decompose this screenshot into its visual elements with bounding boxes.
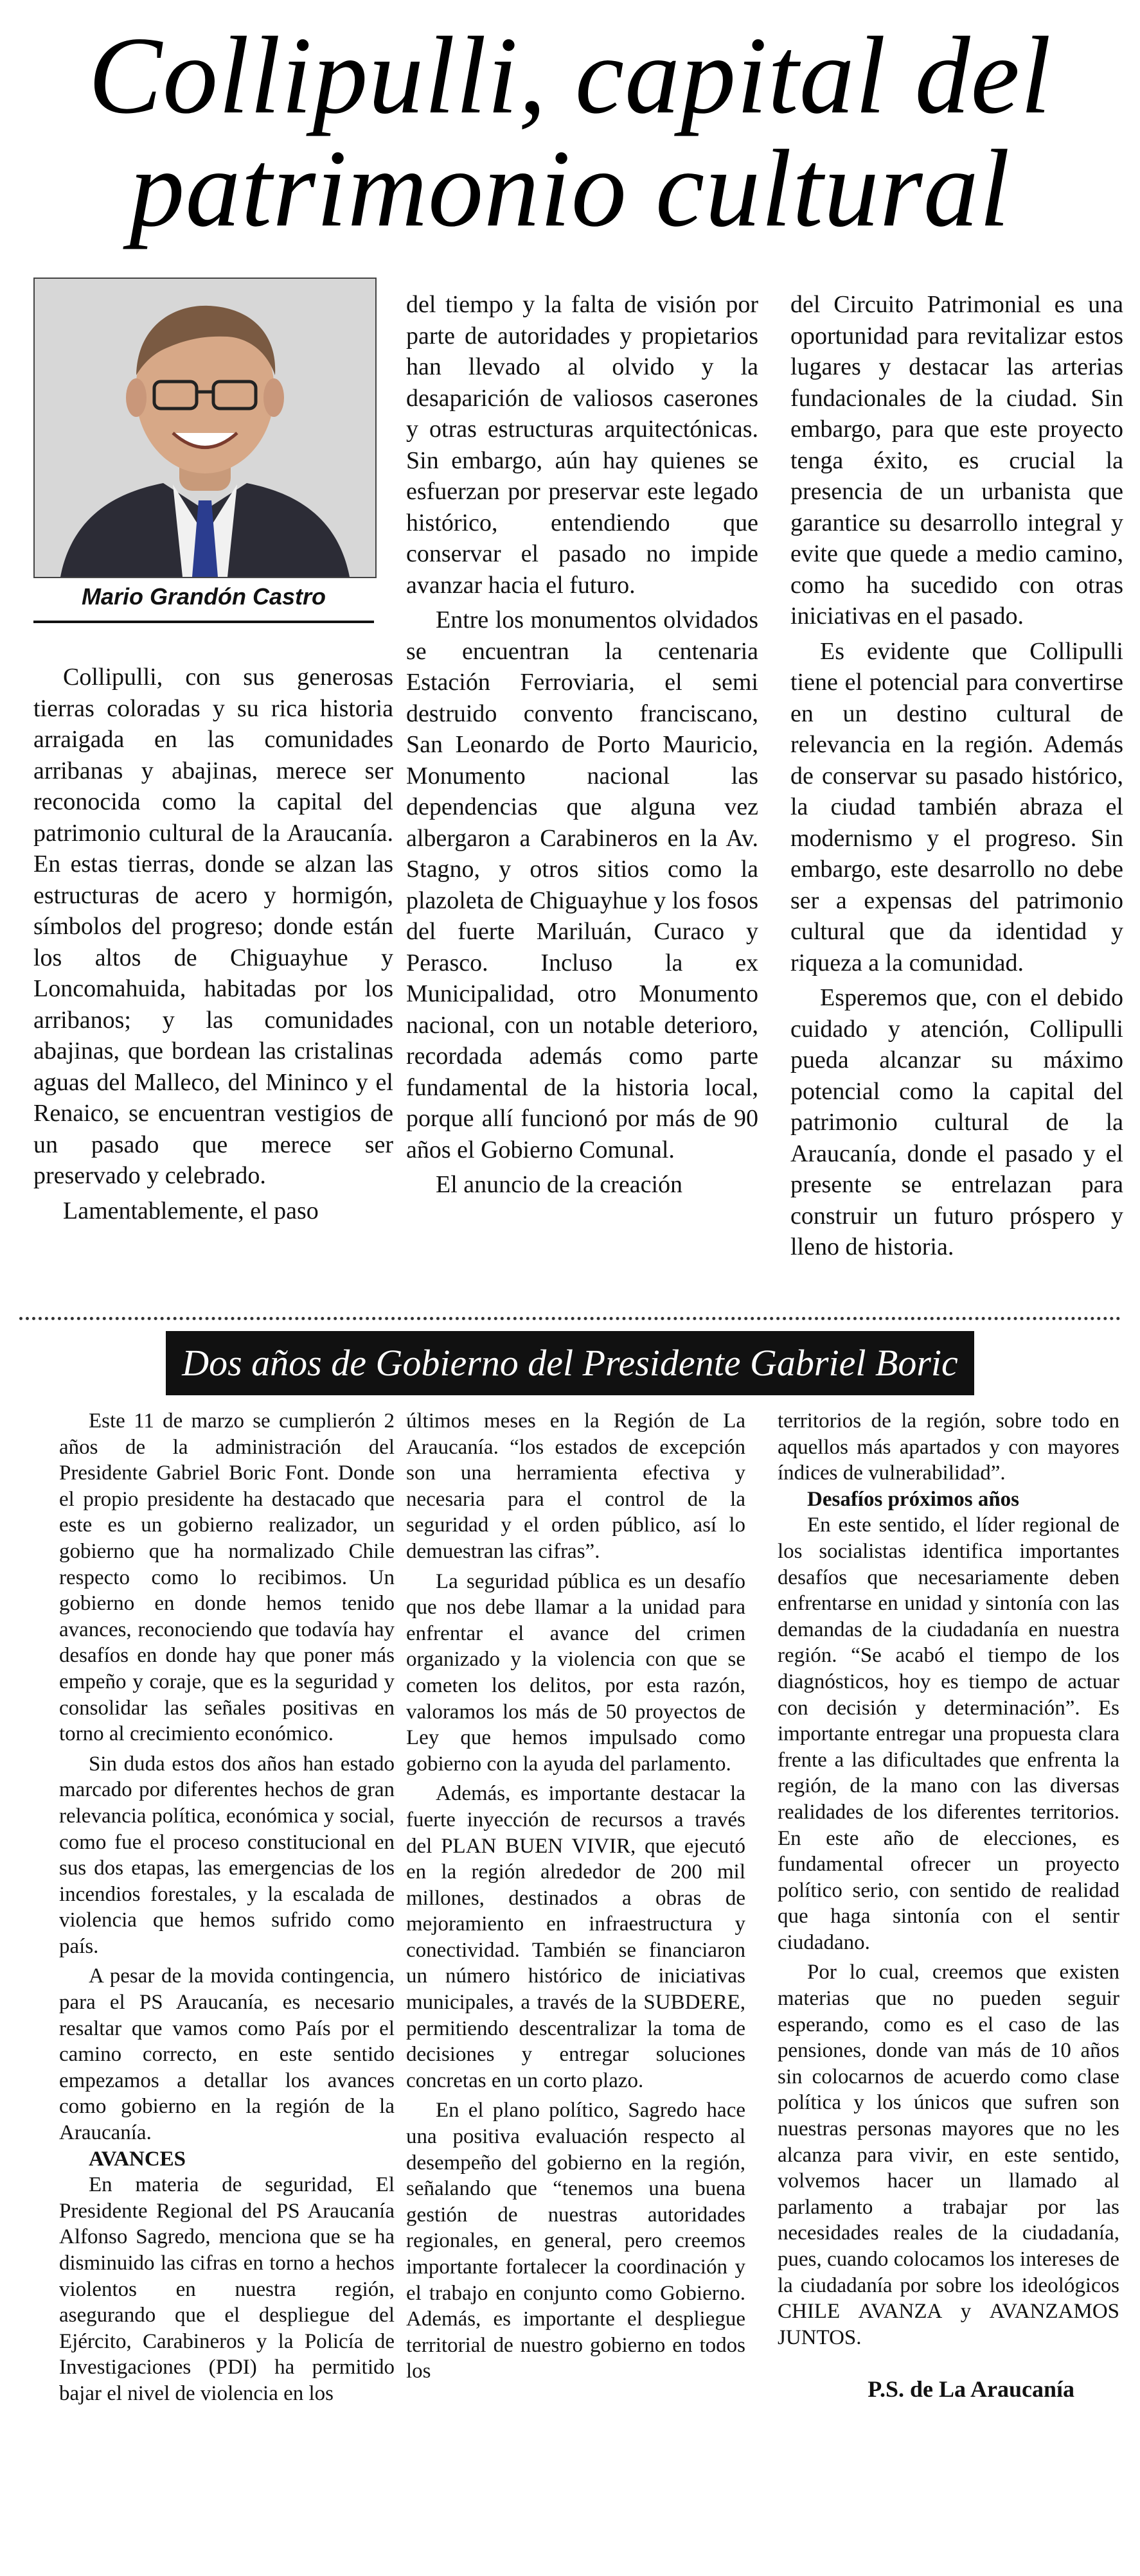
- paragraph: Es evidente que Collipulli tiene el potencial para convertirse en un destino cultural de relevancia en la región. Además de conservar su pasado histórico, la ciudad también abraza el modernismo y el progreso. Sin embargo, este desarrollo no debe ser a expensas del patrimonio cultural que da identidad y riqueza a la comunidad.: [790, 637, 1123, 976]
- portrait-image: [35, 279, 375, 577]
- headline-line-1: Collipulli, capital del: [88, 15, 1052, 137]
- paragraph: Este 11 de marzo se cumplierón 2 años de la administración del Presidente Gabriel Boric Font. Donde el propio presidente ha destacado que este es un gobierno realizador, un gobierno que ha normalizado Chile respecto como lo recibimos. Un gobierno en donde hemos tenido avances, reconociendo que todavía hay desafíos en donde hay que poner más empeño y coraje, que es la seguridad y consolidar las señales positivas en torno al crecimiento económico.: [59, 1409, 395, 1746]
- author-photo: [33, 278, 377, 578]
- paragraph: Lamentablemente, el paso: [63, 1197, 319, 1224]
- subheading-avances: AVANCES: [89, 2147, 186, 2171]
- paragraph: últimos meses en la Región de La Araucanía. “los estados de excepción son una herramienta efectiva y necesaria para el control de la seguridad y el orden público, así lo demuestran las cifras”.: [406, 1409, 745, 1563]
- paragraph: del tiempo y la falta de visión por parte de autoridades y propietarios han llevado al olvido y la desaparición de valiosos caserones y otras estructuras arquitectónicas. Sin embargo, aún hay quienes se esfuerzan por preservar este legado histórico, entendiendo que conservar el pasado no impide avanzar hacia el futuro.: [406, 291, 758, 599]
- paragraph: Entre los monumentos olvidados se encuentran la centenaria Estación Ferroviaria, el semi destruido convento franciscano, San Leonardo de Porto Mauricio, Monumento nacional las dependencias que alguna vez albergaron a Carabineros en la Av. Stagno, y otros sitios como la plazoleta de Chiguayhue y los fosos del fuerte Mariluán, Curaco y Perasco. Incluso la ex Municipalidad, otro Monumento nacional, con un notable deterioro, recordada además como parte fundamental de la historia local, porque allí funcionó por más de 90 años el Gobierno Comunal.: [406, 606, 758, 1163]
- paragraph: Esperemos que, con el debido cuidado y atención, Collipulli pueda alcanzar su máximo potencial como la capital del patrimonio cultural de la Araucanía, donde el pasado y el presente se entrelazan para construir un futuro próspero y lleno de historia.: [790, 984, 1123, 1260]
- article-column-2: [406, 289, 758, 1201]
- paragraph: Sin duda estos dos años han estado marcado por diferentes hechos de gran relevancia política, económica y social, como fue el proceso constitucional en sus dos etapas, las emergencias de los incendios forestales, y la escalada de violencia que hemos sufrido como país.: [59, 1752, 395, 1958]
- paragraph: A pesar de la movida contingencia, para el PS Araucanía, es necesario resaltar que vamos como País por el camino correcto, en este sentido empezamos a detallar los avances como gobierno en la región de la Araucanía.: [59, 1964, 395, 2145]
- byline-rule: [33, 621, 374, 623]
- article-column-3: [790, 289, 1123, 1263]
- paragraph: El anuncio de la creación: [436, 1171, 683, 1198]
- section-column-3: [778, 1408, 1119, 2403]
- paragraph: Además, es importante destacar la fuerte inyección de recursos a través del PLAN BUEN VIVIR, que ejecutó en la región alrededor de 200 mil millones, destinados a obras de mejoramiento en infraestructura y conectividad. También se financiaron un número histórico de iniciativas municipales, a través de la SUBDERE, permitiendo descentralizar la toma de decisiones y entregar soluciones concretas en un corto plazo.: [406, 1782, 745, 2092]
- paragraph: del Circuito Patrimonial es una oportunidad para revitalizar estos lugares y destacar las arterias fundacionales de la ciudad. Sin embargo, para que este proyecto tenga éxito, es crucial la presencia de un urbanista que garantice su desarrollo integral y evite que quede a medio camino, como ha sucedido con otras iniciativas en el pasado.: [790, 291, 1123, 630]
- paragraph: En el plano político, Sagredo hace una positiva evaluación respecto al desempeño del gobierno en la región, señalando que “tenemos una buena gestión de nuestras autoridades regionales, en general, pero creemos importante fortalecer la coordinación y el trabajo en conjunto como Gobierno. Además, es importante el despliegue territorial de nuestro gobierno en todos los: [406, 2099, 745, 2383]
- headline-line-2: patrimonio cultural: [129, 128, 1011, 250]
- article-headline: [26, 15, 1114, 250]
- subheading-desafios: Desafíos próximos años: [807, 1487, 1020, 1511]
- paragraph: territorios de la región, sobre todo en aquellos más apartados y con mayores índices de vulnerabilidad”.: [778, 1409, 1119, 1485]
- paragraph: En materia de seguridad, El Presidente Regional del PS Araucanía Alfonso Sagredo, menciona que se ha disminuido las cifras en torno a hechos violentos en nuestra región, asegurando que el despliegue del Ejército, Carabineros y la Policía de Investigaciones (PDI) ha permitido bajar el nivel de violencia en los: [59, 2173, 395, 2405]
- section-column-1: [59, 1408, 395, 2407]
- author-byline: Mario Grandón Castro: [81, 583, 326, 610]
- paragraph: Por lo cual, creemos que existen materias que no pueden seguir esperando, como es el caso de las pensiones, donde van más de 10 años sin colocarnos de acuerdo como clase política y los únicos que sufren son nuestras personas mayores que no les alcanza para vivir, en este sentido, volvemos hacer un llamado al parlamento a trabajar por las necesidades reales de la ciudadanía, pues, cuando colocamos los intereses de la ciudadanía por sobre los ideológicos CHILE AVANZA y AVANZAMOS JUNTOS.: [778, 1961, 1119, 2349]
- paragraph: Collipulli, con sus generosas tierras coloradas y su rica historia arraigada en las comunidades arribanas y abajinas, merece ser reconocida como la capital del patrimonio cultural de la Araucanía. En estas tierras, donde se alzan las estructuras de acero y hormigón, símbolos del progreso; donde están los altos de Chiguayhue y Loncomahuida, habitadas por los arribanos; y las comunidades abajinas, que bordean las cristalinas aguas del Malleco, del Mininco y el Renaico, se encuentran vestigios de un pasado que merece ser preservado y celebrado.: [33, 664, 393, 1189]
- signature: P.S. de La Araucanía: [868, 2376, 1074, 2403]
- section-divider: [19, 1317, 1121, 1320]
- paragraph: La seguridad pública es un desafío que nos debe llamar a la unidad para enfrentar el avance del crimen organizado y la violencia con que se cometen los delitos, por esta razón, valoramos los más de 50 proyectos de Ley que hemos impulsado como gobierno con la ayuda del parlamento.: [406, 1569, 745, 1776]
- article-column-1: [33, 662, 393, 1226]
- paragraph: En este sentido, el líder regional de los socialistas identifica importantes desafíos que necesariamente deben enfrentarse en unidad y sintonía con las demandas de la ciudadanía en nuestra región. “Se acabó el tiempo de los diagnósticos, hoy es tiempo de actuar con decisión y determinación”. Es importante entregar una propuesta clara frente a las dificultades que enfrenta la región, de la mano con las diversas realidades de los diferentes territorios. En este año de elecciones, es fundamental ofrecer un proyecto político serio, con sentido de realidad que haga sintonía con el sentir ciudadano.: [778, 1513, 1119, 1954]
- section-column-2: [406, 1408, 745, 2385]
- section-banner: Dos años de Gobierno del Presidente Gabriel Boric: [166, 1331, 974, 1395]
